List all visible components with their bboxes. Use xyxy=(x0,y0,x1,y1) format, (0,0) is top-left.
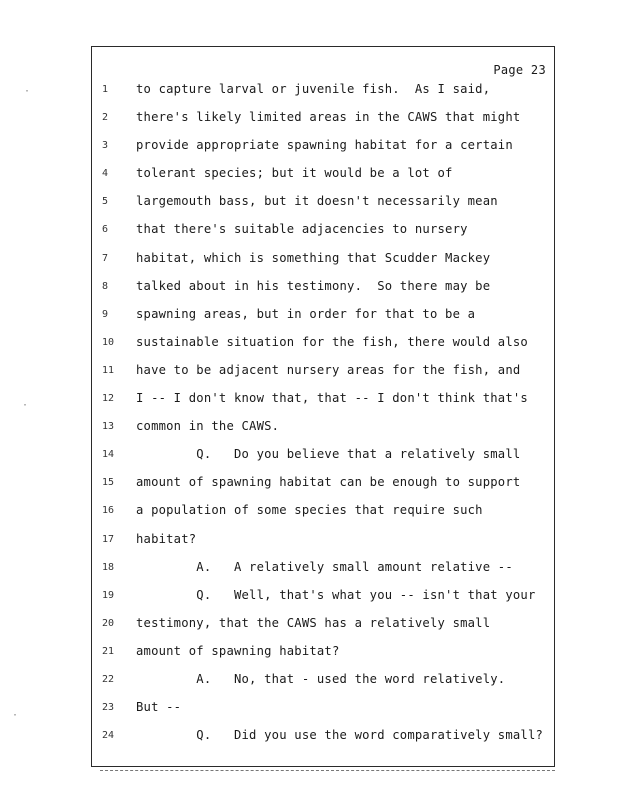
line-number: 6 xyxy=(102,224,109,236)
line-text: largemouth bass, but it doesn't necessarily mean xyxy=(136,194,498,209)
transcript-line xyxy=(92,164,554,192)
page-number: Page 23 xyxy=(493,63,546,77)
line-number: 18 xyxy=(102,561,115,573)
line-number: 16 xyxy=(102,505,115,517)
line-number: 15 xyxy=(102,477,115,489)
line-number: 9 xyxy=(102,308,109,320)
line-number: 5 xyxy=(102,196,109,208)
line-number: 24 xyxy=(102,730,115,742)
line-text: to capture larval or juvenile fish. As I said, xyxy=(136,82,491,96)
transcript-line xyxy=(92,726,554,754)
transcript-line xyxy=(92,445,554,473)
line-text: But -- xyxy=(136,700,182,715)
transcript-line xyxy=(92,586,554,614)
line-number: 11 xyxy=(102,364,115,376)
scan-artifact-mark: · xyxy=(12,710,19,721)
line-number: 22 xyxy=(102,673,115,685)
scan-artifact-mark: · xyxy=(22,400,29,411)
line-text: a population of some species that require such xyxy=(136,503,483,518)
line-number: 23 xyxy=(102,702,115,714)
line-text: amount of spawning habitat? xyxy=(136,643,340,658)
line-number: 7 xyxy=(102,252,109,264)
transcript-line xyxy=(92,614,554,642)
line-text: amount of spawning habitat can be enough to support xyxy=(136,475,521,490)
line-text: habitat, which is something that Scudder Mackey xyxy=(136,250,491,265)
line-text: Q. Well, that's what you -- isn't that your xyxy=(136,587,536,602)
transcript-line xyxy=(92,333,554,361)
line-text: Q. Do you believe that a relatively small xyxy=(136,447,521,462)
transcript-page-frame xyxy=(91,46,555,767)
line-text: Q. Did you use the word comparatively small? xyxy=(136,728,544,743)
line-number: 20 xyxy=(102,617,115,629)
line-number: 12 xyxy=(102,393,115,405)
line-text: tolerant species; but it would be a lot of xyxy=(136,166,453,181)
transcript-line xyxy=(92,249,554,277)
line-text: provide appropriate spawning habitat for a certain xyxy=(136,138,513,153)
line-text: A. No, that - used the word relatively. xyxy=(136,671,506,686)
transcript-line xyxy=(92,192,554,220)
line-text: talked about in his testimony. So there may be xyxy=(136,278,491,293)
line-number: 10 xyxy=(102,336,115,348)
transcript-line xyxy=(92,80,554,108)
line-number: 3 xyxy=(102,140,109,152)
line-number: 19 xyxy=(102,589,115,601)
transcript-line xyxy=(92,361,554,389)
scan-artifact-mark: · xyxy=(24,86,31,97)
line-number: 17 xyxy=(102,533,115,545)
line-number: 13 xyxy=(102,421,115,433)
transcript-line xyxy=(92,530,554,558)
line-text: I -- I don't know that, that -- I don't think that's xyxy=(136,391,528,406)
line-text: testimony, that the CAWS has a relatively small xyxy=(136,615,491,630)
line-text: A. A relatively small amount relative -- xyxy=(136,559,513,574)
transcript-line xyxy=(92,670,554,698)
line-number: 1 xyxy=(102,84,109,95)
transcript-line xyxy=(92,698,554,726)
transcript-line xyxy=(92,473,554,501)
transcript-line xyxy=(92,417,554,445)
transcript-line xyxy=(92,220,554,248)
line-text: habitat? xyxy=(136,531,197,546)
transcript-line xyxy=(92,108,554,136)
line-number: 4 xyxy=(102,168,109,180)
line-number: 2 xyxy=(102,112,109,124)
transcript-line xyxy=(92,642,554,670)
line-number: 8 xyxy=(102,280,109,292)
transcript-line xyxy=(92,389,554,417)
line-number: 14 xyxy=(102,449,115,461)
line-number: 21 xyxy=(102,645,115,657)
line-text: spawning areas, but in order for that to be a xyxy=(136,306,476,321)
transcript-line xyxy=(92,277,554,305)
transcript-lines xyxy=(92,80,554,754)
line-text: there's likely limited areas in the CAWS that might xyxy=(136,110,521,125)
transcript-line xyxy=(92,501,554,529)
line-text: have to be adjacent nursery areas for the fish, and xyxy=(136,362,521,377)
line-text: sustainable situation for the fish, there would also xyxy=(136,334,528,349)
line-text: common in the CAWS. xyxy=(136,419,280,434)
scan-bottom-rule xyxy=(100,770,555,771)
line-text: that there's suitable adjacencies to nursery xyxy=(136,222,468,237)
transcript-line xyxy=(92,305,554,333)
transcript-line xyxy=(92,558,554,586)
transcript-line xyxy=(92,136,554,164)
